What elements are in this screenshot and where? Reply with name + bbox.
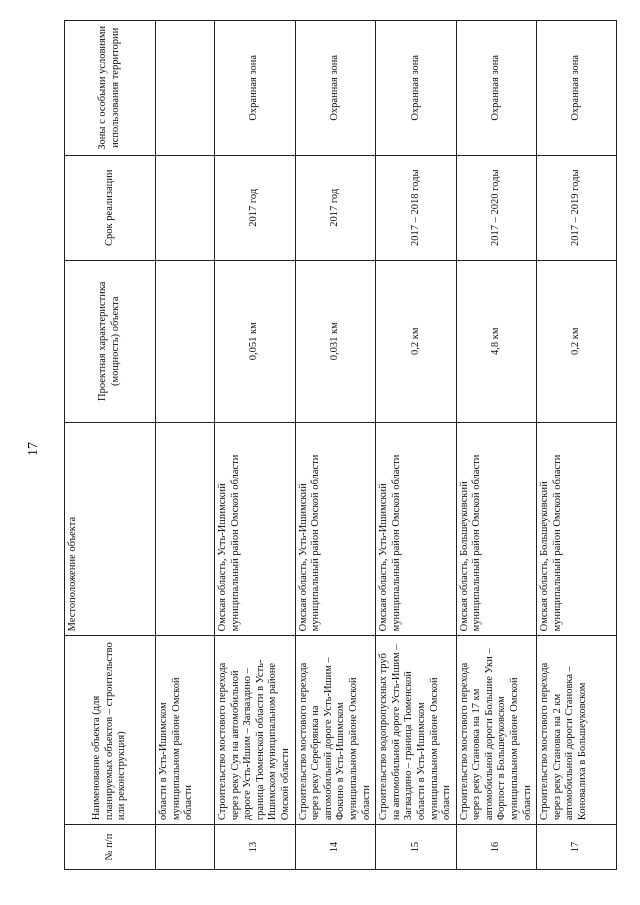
row-object-name: области в Усть-Ишимском муниципальном районе Омской области bbox=[156, 636, 215, 825]
row-object-name: Строительство водопропускных труб на автомобильной дороге Усть-Ишим – Загваздино – граница Тюменской области в Усть-Ишимском муниципальном районе Омской области bbox=[376, 636, 457, 825]
row-term: 2017 – 2018 годы bbox=[376, 155, 457, 260]
header-number: № п/п bbox=[65, 825, 156, 870]
row-term: 2017 год bbox=[215, 155, 296, 260]
row-characteristic bbox=[156, 260, 215, 422]
row-location: Омская область, Усть-Ишимский муниципальный район Омской области bbox=[215, 422, 296, 636]
row-characteristic: 0,031 км bbox=[295, 260, 376, 422]
table-row bbox=[456, 21, 537, 870]
row-zone bbox=[156, 21, 215, 156]
rotated-table-wrapper bbox=[64, 20, 606, 870]
row-zone: Охранная зона bbox=[456, 21, 537, 156]
row-location: Омская область, Большеуковский муниципальный район Омской области bbox=[456, 422, 537, 636]
row-zone: Охранная зона bbox=[376, 21, 457, 156]
row-object-name: Строительство мостового перехода через реку Серебрянка на автомобильной дороге Усть-Ишим – Фокино в Усть-Ишимском муниципальном районе Омской области bbox=[295, 636, 376, 825]
row-term: 2017 год bbox=[295, 155, 376, 260]
row-characteristic: 0,051 км bbox=[215, 260, 296, 422]
header-term: Срок реализации bbox=[65, 155, 156, 260]
row-zone: Охранная зона bbox=[537, 21, 617, 156]
row-number: 13 bbox=[215, 825, 296, 870]
row-zone: Охранная зона bbox=[215, 21, 296, 156]
header-characteristic: Проектная характеристика (мощность) объекта bbox=[65, 260, 156, 422]
header-location: Местоположение объекта bbox=[65, 422, 156, 636]
row-characteristic: 4,8 км bbox=[456, 260, 537, 422]
table-row bbox=[537, 21, 617, 870]
row-characteristic: 0,2 км bbox=[376, 260, 457, 422]
row-number bbox=[156, 825, 215, 870]
header-zone: Зоны с особыми условиями использования территории bbox=[65, 21, 156, 156]
row-object-name: Строительство мостового перехода через реку Становка на 2 км автомобильной дороги Становка – Коновалиха в Большеуковском bbox=[537, 636, 617, 825]
row-characteristic: 0,2 км bbox=[537, 260, 617, 422]
row-location bbox=[156, 422, 215, 636]
row-term bbox=[156, 155, 215, 260]
page-number: 17 bbox=[26, 442, 41, 456]
table-row bbox=[295, 21, 376, 870]
row-zone: Охранная зона bbox=[295, 21, 376, 156]
row-number: 14 bbox=[295, 825, 376, 870]
table-row bbox=[376, 21, 457, 870]
row-object-name: Строительство мостового перехода через реку Становка на 17 км автомобильной дороги Большие Уки – Форпост в Большеуковском муниципальном районе Омской области bbox=[456, 636, 537, 825]
table-header-row bbox=[65, 21, 156, 870]
header-object-name: Наименование объекта (для планируемых объектов – строительство или реконструкция) bbox=[65, 636, 156, 825]
row-location: Омская область, Большеуковский муниципальный район Омской области bbox=[537, 422, 617, 636]
row-location: Омская область, Усть-Ишимский муниципальный район Омской области bbox=[376, 422, 457, 636]
row-location: Омская область, Усть-Ишимский муниципальный район Омской области bbox=[295, 422, 376, 636]
table-row bbox=[156, 21, 215, 870]
planned-objects-table bbox=[64, 20, 617, 870]
row-term: 2017 – 2020 годы bbox=[456, 155, 537, 260]
row-number: 16 bbox=[456, 825, 537, 870]
table-row bbox=[215, 21, 296, 870]
row-term: 2017 – 2019 годы bbox=[537, 155, 617, 260]
row-number: 17 bbox=[537, 825, 617, 870]
row-object-name: Строительство мостового перехода через реку Суя на автомобильной дороге Усть-Ишим – Загваздино – граница Тюменской области в Усть-Ишимском муниципальном районе Омской области bbox=[215, 636, 296, 825]
row-number: 15 bbox=[376, 825, 457, 870]
